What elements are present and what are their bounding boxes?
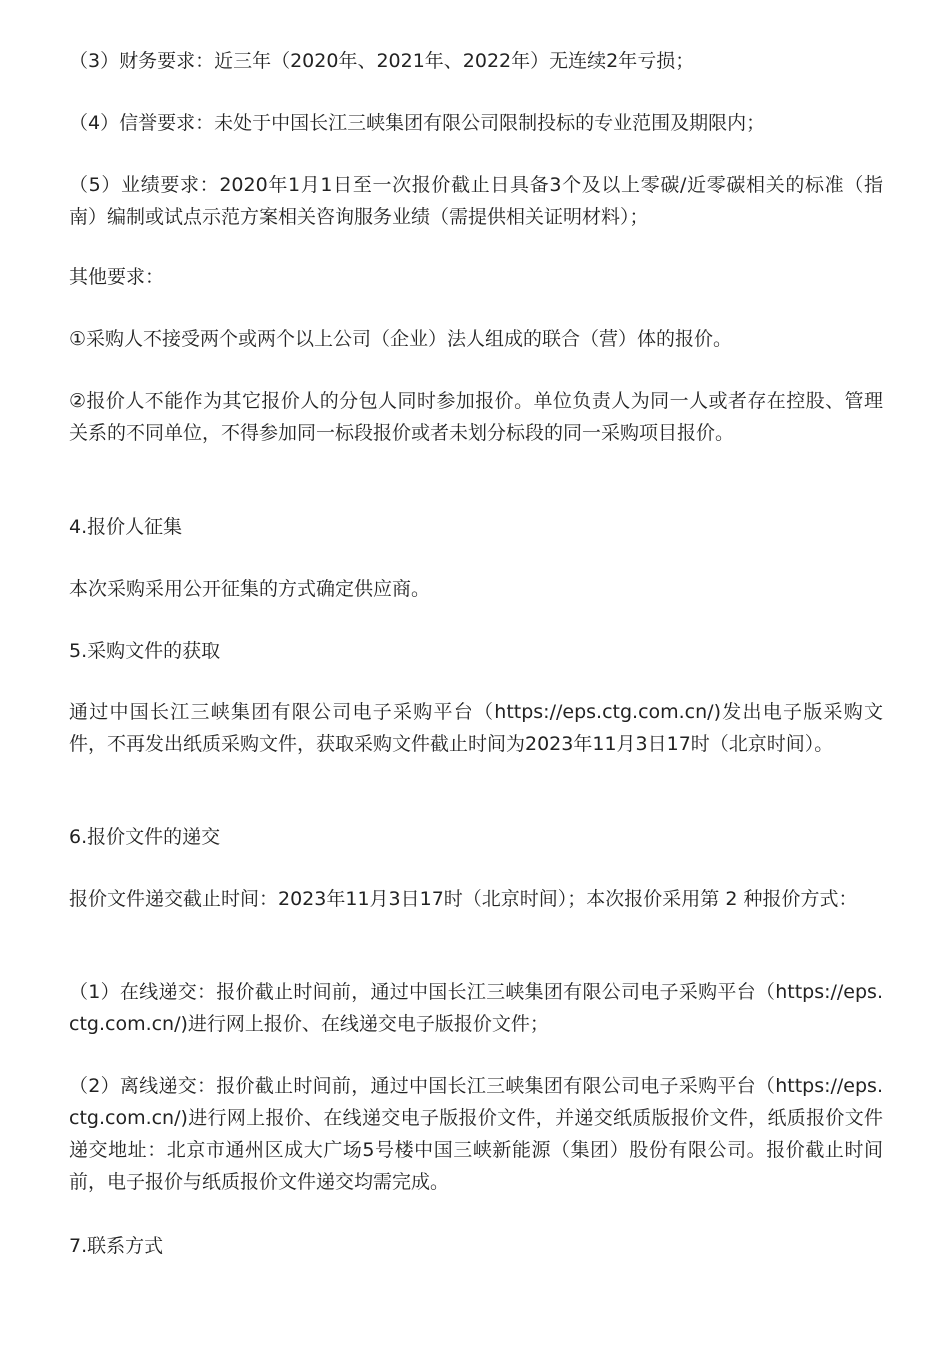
other-requirement-2: ②报价人不能作为其它报价人的分包人同时参加报价。单位负责人为同一人或者存在控股、管理关系的不同单位，不得参加同一标段报价或者未划分标段的同一采购项目报价。 <box>69 390 883 444</box>
section-5-body: 通过中国长江三峡集团有限公司电子采购平台（https://eps.ctg.com.cn/)发出电子版采购文件，不再发出纸质采购文件，获取采购文件截止时间为2023年11月3日17时（北京时间）。 <box>69 701 883 755</box>
requirement-performance: （5）业绩要求：2020年1月1日至一次报价截止日具备3个及以上零碳/近零碳相关的标准（指南）编制或试点示范方案相关咨询服务业绩（需提供相关证明材料）； <box>69 174 883 228</box>
section-7-heading: 7.联系方式 <box>69 1235 164 1257</box>
section-6-heading: 6.报价文件的递交 <box>69 826 221 848</box>
other-requirements-heading: 其他要求： <box>69 266 165 288</box>
offline-submission: （2）离线递交：报价截止时间前，通过中国长江三峡集团有限公司电子采购平台（https://eps.ctg.com.cn/)进行网上报价、在线递交电子版报价文件，并递交纸质版报价文件，纸质报价文件递交地址：北京市通州区成大广场5号楼中国三峡新能源（集团）股份有限公司。报价截止时间前，电子报价与纸质报价文件递交均需完成。 <box>69 1075 883 1193</box>
requirement-credit: （4）信誉要求：未处于中国长江三峡集团有限公司限制投标的专业范围及期限内； <box>69 112 766 134</box>
section-6-body: 报价文件递交截止时间：2023年11月3日17时（北京时间）；本次报价采用第 2 种报价方式： <box>69 888 858 910</box>
requirement-financial: （3）财务要求：近三年（2020年、2021年、2022年）无连续2年亏损； <box>69 50 695 72</box>
section-5-heading: 5.采购文件的获取 <box>69 640 221 662</box>
section-4-heading: 4.报价人征集 <box>69 516 183 538</box>
other-requirement-1: ①采购人不接受两个或两个以上公司（企业）法人组成的联合（营）体的报价。 <box>69 328 733 350</box>
section-4-body: 本次采购采用公开征集的方式确定供应商。 <box>69 578 431 600</box>
online-submission: （1）在线递交：报价截止时间前，通过中国长江三峡集团有限公司电子采购平台（https://eps.ctg.com.cn/)进行网上报价、在线递交电子版报价文件； <box>69 981 883 1035</box>
